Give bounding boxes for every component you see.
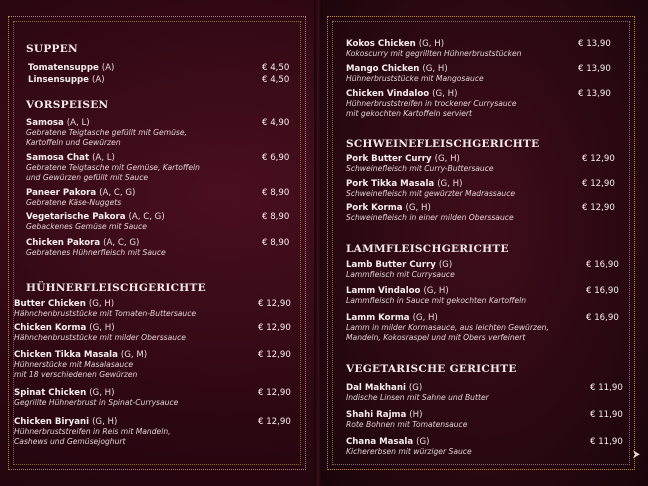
item-name-text: Butter Chicken	[14, 299, 89, 309]
item-name	[346, 313, 549, 323]
section-heading: VORSPEISEN	[26, 99, 109, 111]
item-description: mit 18 verschiedenen Gewürzen	[14, 369, 138, 379]
item-name-text: Chicken Korma	[14, 323, 90, 333]
item-description: Schweinefleisch in einer milden Oberssauce	[346, 213, 514, 222]
item-price: € 11,90	[590, 410, 623, 420]
item-name	[14, 299, 196, 309]
section-heading: VEGETARISCHE GERICHTE	[346, 363, 517, 375]
item-name-text: Tomatensuppe	[28, 63, 102, 73]
item-name-text: Mango Chicken	[346, 64, 423, 74]
item-description: Indische Linsen mit Sahne und Butter	[346, 393, 489, 402]
item-price: € 16,90	[586, 260, 619, 270]
item-name	[346, 410, 467, 420]
item-description: Gebackenes Gemüse mit Sauce	[26, 222, 147, 231]
item-name	[14, 388, 178, 398]
item-price: € 12,90	[258, 323, 291, 333]
item-name-text: Lamm Korma	[346, 313, 413, 323]
item-description: Gebratenes Hühnerfleisch mit Sauce	[26, 248, 166, 257]
item-description: Lamm in milder Kormasauce, aus leichten Gewürzen,	[346, 323, 549, 332]
item-description: Rote Bohnen mit Tomatensauce	[346, 420, 468, 429]
item-description: Hühnerbruststücke mit Mangosauce	[346, 74, 484, 83]
item-price: € 8,90	[262, 212, 290, 222]
item-allergens: (H)	[409, 410, 423, 420]
item-name	[346, 154, 494, 164]
menu-item	[346, 64, 484, 84]
item-price: € 12,90	[258, 350, 291, 360]
item-name	[346, 89, 517, 99]
item-allergens: (G, H)	[92, 417, 118, 427]
menu-item	[346, 179, 515, 199]
item-price: € 4,50	[262, 63, 290, 73]
item-allergens: (G, M)	[120, 350, 148, 360]
item-description: Hähnchenbruststücke mit milder Oberssauce	[14, 333, 186, 342]
item-allergens: (G)	[438, 260, 453, 270]
section-heading: SCHWEINEFLEISCHGERICHTE	[346, 138, 540, 150]
item-allergens: (G, H)	[437, 179, 463, 189]
item-name	[26, 118, 187, 128]
item-allergens: (G, H)	[432, 89, 458, 99]
item-allergens: (G, H)	[423, 286, 449, 296]
item-description: Gebratene Käse-Nuggets	[26, 198, 122, 207]
item-price: € 12,90	[258, 299, 291, 309]
item-allergens: (A, L)	[92, 153, 115, 163]
item-description: Lammfleisch mit Currysauce	[346, 270, 455, 279]
item-name-text: Paneer Pakora	[26, 188, 100, 198]
section-heading: LAMMFLEISCHGERICHTE	[346, 243, 509, 255]
menu-item	[346, 437, 472, 457]
item-name-text: Chicken Biryani	[14, 417, 93, 427]
item-name-text: Chicken Pakora	[26, 238, 104, 248]
item-description: Mandeln, Kokosraspel und mit Obers verfeinert	[346, 332, 526, 342]
item-allergens: (A)	[91, 75, 105, 85]
item-allergens: (G, H)	[412, 313, 438, 323]
menu-item	[26, 118, 187, 147]
item-price: € 11,90	[590, 383, 623, 393]
item-description: Gebratene Teigtasche gefüllt mit Gemüse,	[26, 128, 187, 137]
item-name-text: Samosa	[26, 118, 67, 128]
menu-item	[28, 63, 114, 73]
item-allergens: (A, C, G)	[103, 238, 140, 248]
item-description: Kartoffeln und Gewürzen	[26, 137, 121, 147]
item-price: € 16,90	[586, 313, 619, 323]
menu-item	[26, 188, 135, 208]
item-description: Cashews und Gemüsejoghurt	[14, 436, 126, 446]
item-name-text: Spinat Chicken	[14, 388, 90, 398]
item-name-text: Samosa Chat	[26, 153, 93, 163]
item-name-text: Chicken Tikka Masala	[14, 350, 121, 360]
item-allergens: (A)	[101, 63, 115, 73]
item-name-text: Pork Butter Curry	[346, 154, 435, 164]
item-allergens: (G, H)	[422, 64, 448, 74]
item-price: € 4,50	[262, 75, 290, 85]
menu-item	[346, 383, 489, 403]
item-price: € 12,90	[258, 417, 291, 427]
item-name	[346, 383, 489, 393]
item-name	[26, 188, 135, 198]
item-name-text: Pork Tikka Masala	[346, 179, 438, 189]
menu-item	[346, 154, 494, 174]
item-price: € 13,90	[578, 89, 611, 99]
item-description: Hühnerbruststreifen in trockener Currysauce	[346, 99, 517, 108]
item-price: € 4,90	[262, 118, 290, 128]
menu-item	[346, 313, 549, 342]
item-name	[346, 260, 455, 270]
item-description: Gebratene Teigtasche mit Gemüse, Kartoffeln	[26, 163, 200, 172]
item-name	[346, 203, 514, 213]
item-name	[346, 437, 472, 447]
item-allergens: (G, H)	[89, 388, 115, 398]
menu-item	[14, 323, 186, 343]
item-price: € 16,90	[586, 286, 619, 296]
item-allergens: (G, H)	[434, 154, 460, 164]
item-name	[14, 323, 186, 333]
item-name	[14, 417, 171, 427]
item-allergens: (A, C, G)	[99, 188, 136, 198]
item-name-text: Dal Makhani	[346, 383, 409, 393]
item-allergens: (G)	[408, 383, 423, 393]
item-name	[26, 212, 165, 222]
menu-item	[346, 260, 455, 280]
item-name-text: Kokos Chicken	[346, 39, 419, 49]
item-allergens: (G, H)	[88, 299, 115, 309]
item-price: € 13,90	[578, 64, 611, 74]
item-description: Lammfleisch in Sauce mit gekochten Kartoffeln	[346, 296, 527, 305]
item-description: Hähnchenbruststücke mit Tomaten-Buttersauce	[14, 309, 197, 318]
item-description: Schweinefleisch mit Curry-Buttersauce	[346, 164, 494, 173]
next-page-arrow-icon: ⮞	[632, 449, 640, 460]
item-price: € 11,90	[590, 437, 623, 447]
item-name-text: Vegetarische Pakora	[26, 212, 129, 222]
item-price: € 12,90	[582, 154, 615, 164]
item-name-text: Lamb Butter Curry	[346, 260, 439, 270]
item-price: € 8,90	[262, 188, 290, 198]
menu-item	[26, 238, 166, 258]
item-description: Schweinefleisch mit gewürzter Madrassauce	[346, 189, 516, 198]
menu-item	[346, 286, 526, 306]
item-name	[26, 238, 166, 248]
item-name	[14, 350, 147, 360]
menu-item	[26, 153, 200, 182]
item-allergens: (G)	[416, 437, 430, 447]
item-name-text: Chicken Vindaloo	[346, 89, 433, 99]
item-name	[26, 153, 200, 163]
item-allergens: (G, H)	[418, 39, 445, 49]
section-heading: HÜHNERFLEISCHGERICHTE	[26, 282, 206, 294]
item-description: Hühnerstücke mit Masalasauce	[14, 360, 134, 369]
item-allergens: (G, H)	[89, 323, 115, 333]
menu-item	[26, 212, 165, 232]
menu-item	[346, 203, 514, 223]
item-price: € 8,90	[262, 238, 290, 248]
section-heading: SUPPEN	[26, 43, 78, 55]
item-description: Kokoscurry mit gegrillten Hühnerbruststücken	[346, 49, 522, 58]
menu-item	[14, 388, 178, 408]
item-price: € 12,90	[258, 388, 291, 398]
item-description: und Gewürzen gefüllt mit Sauce	[26, 172, 149, 182]
item-description: Gegrillte Hühnerbrust in Spinat-Currysauce	[14, 398, 179, 407]
item-name	[28, 63, 114, 73]
item-price: € 12,90	[582, 179, 615, 189]
item-price: € 6,90	[262, 153, 290, 163]
item-description: Hühnerbruststreifen in Reis mit Mandeln,	[14, 427, 171, 436]
item-name-text: Linsensuppe	[28, 75, 92, 85]
item-name	[346, 286, 526, 296]
item-name-text: Lamm Vindaloo	[346, 286, 424, 296]
item-price: € 12,90	[582, 203, 615, 213]
item-name-text: Chana Masala	[346, 437, 417, 447]
item-allergens: (A, L)	[66, 118, 90, 128]
item-name	[28, 75, 105, 85]
item-name-text: Shahi Rajma	[346, 410, 410, 420]
menu-item	[14, 417, 171, 446]
item-description: Kichererbsen mit würziger Sauce	[346, 447, 472, 456]
menu-item	[14, 299, 196, 319]
menu-item	[28, 75, 105, 85]
menu-item	[346, 410, 467, 430]
item-description: mit gekochten Kartoffeln serviert	[346, 108, 473, 118]
menu-item	[346, 39, 521, 59]
item-allergens: (G, H)	[405, 203, 431, 213]
menu-fold	[314, 0, 322, 486]
item-name	[346, 64, 484, 74]
item-name	[346, 179, 515, 189]
item-name	[346, 39, 521, 49]
item-name-text: Pork Korma	[346, 203, 406, 213]
menu-item	[346, 89, 517, 118]
item-allergens: (A, C, G)	[128, 212, 165, 222]
menu-item	[14, 350, 147, 379]
item-price: € 13,90	[578, 39, 611, 49]
